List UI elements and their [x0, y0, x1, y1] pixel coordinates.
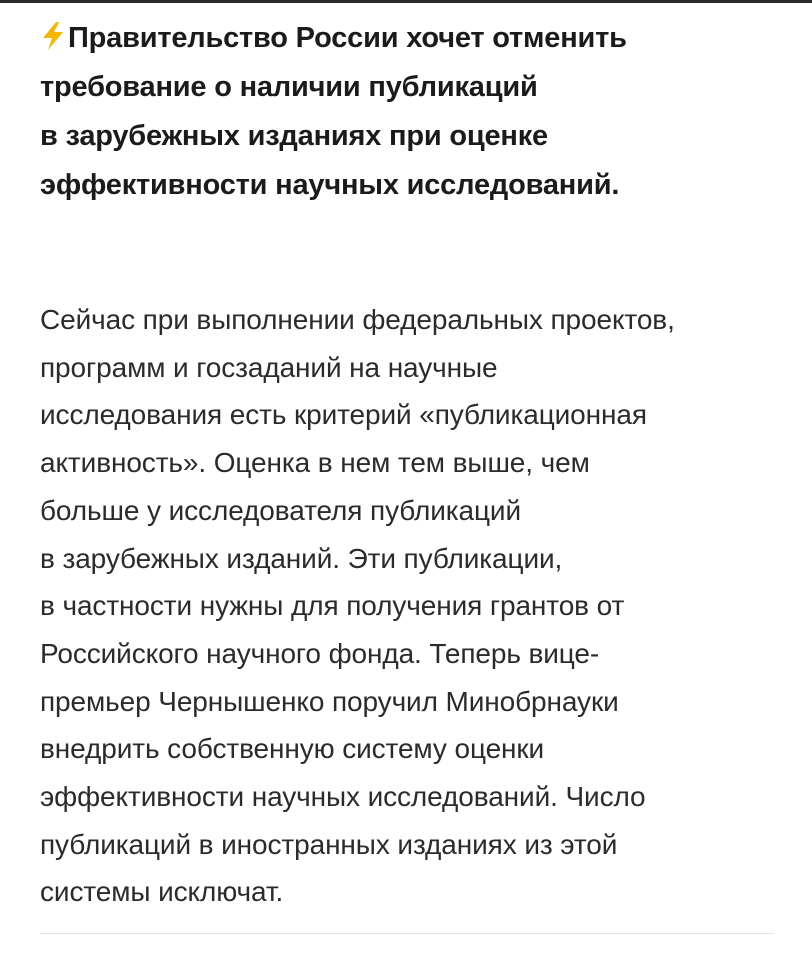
- news-post: [40, 14, 780, 210]
- divider: [40, 933, 774, 934]
- headline-line: эффективности научных исследований.: [40, 169, 620, 201]
- top-border: [0, 0, 812, 3]
- headline-line: требование о наличии публикаций: [40, 71, 538, 103]
- body-line: Сейчас при выполнении федеральных проектов,: [40, 304, 675, 335]
- body-line: программ и госзаданий на научные: [40, 351, 498, 383]
- body-line: исследования есть критерий «публикационная: [40, 399, 647, 431]
- body-line: публикаций в иностранных изданиях из этой: [40, 828, 618, 860]
- body-line: в зарубежных изданий. Эти публикации,: [40, 542, 563, 574]
- headline-line-text: Правительство России хочет отменить: [68, 22, 627, 54]
- lightning-bolt-icon: [40, 21, 66, 51]
- body-line: эффективности научных исследований. Число: [40, 781, 646, 813]
- body-line: внедрить собственную систему оценки: [40, 733, 545, 765]
- body-line: системы исключат.: [40, 876, 284, 908]
- body-line: премьер Чернышенко поручил Минобрнауки: [40, 685, 619, 717]
- headline-line: [40, 14, 780, 63]
- post-body: [40, 296, 780, 916]
- headline-line: в зарубежных изданиях при оценке: [40, 120, 548, 152]
- post-headline: [40, 14, 780, 210]
- body-line: активность». Оценка в нем тем выше, чем: [40, 447, 590, 479]
- body-line: Российского научного фонда. Теперь вице-: [40, 637, 600, 669]
- body-line: в частности нужны для получения грантов от: [40, 590, 625, 622]
- body-line: больше у исследователя публикаций: [40, 494, 521, 526]
